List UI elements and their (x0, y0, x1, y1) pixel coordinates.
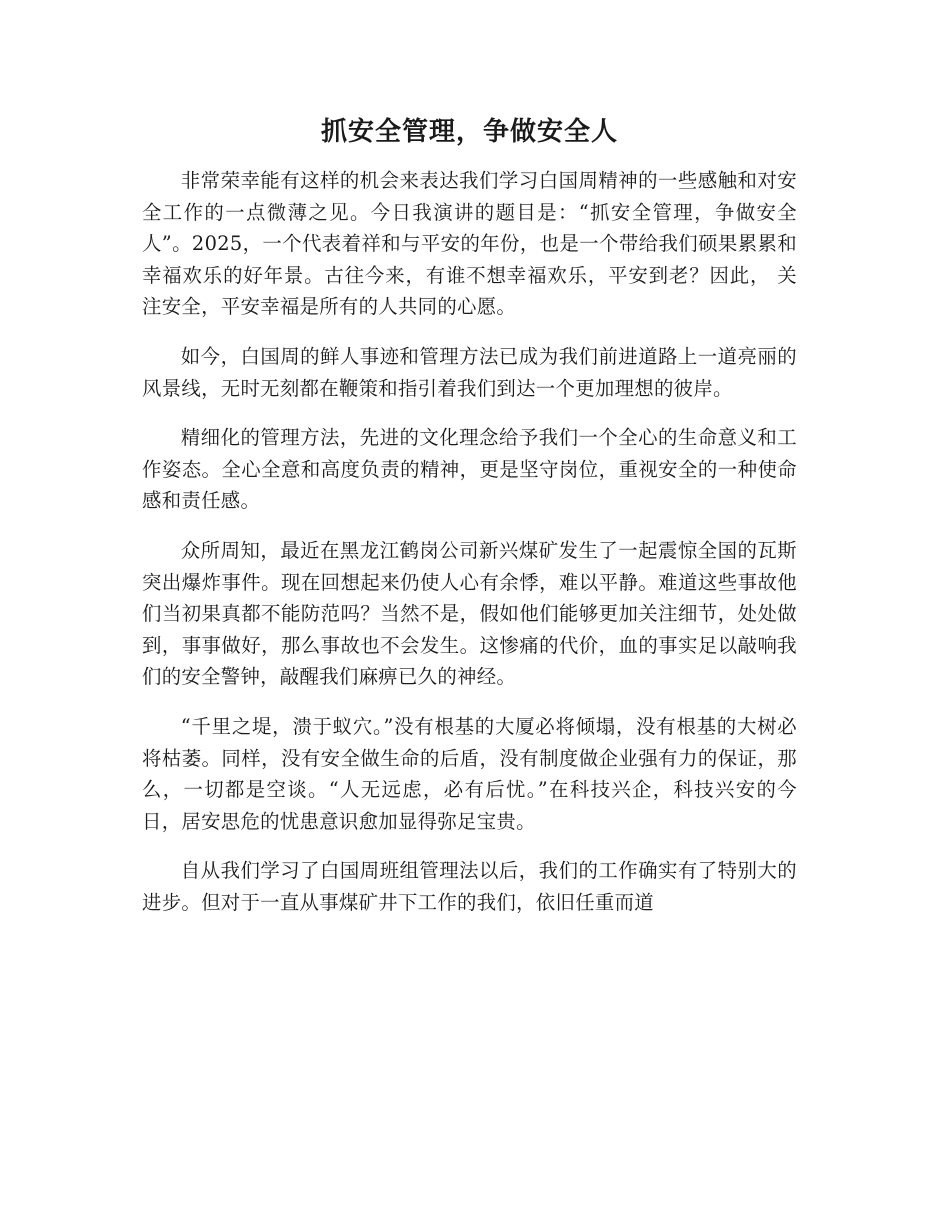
document-page (142, 108, 797, 936)
paragraph-3: 精细化的管理方法，先进的文化理念给予我们一个全心的生命意义和工作姿态。全心全意和高度负责的精神，更是坚守岗位，重视安全的一种使命感和责任感。 (142, 426, 797, 513)
paragraph-5: “千里之堤，溃于蚁穴。”没有根基的大厦必将倾塌，没有根基的大树必将枯萎。同样，没有安全做生命的后盾，没有制度做企业强有力的保证，那么，一切都是空谈。“人无远虑，必有后忧。”在科技兴企，科技兴安的今日，居安思危的忧患意识愈加显得弥足宝贵。 (142, 714, 797, 833)
paragraph-1: 非常荣幸能有这样的机会来表达我们学习白国周精神的一些感触和对安全工作的一点微薄之见。今日我演讲的题目是：“抓安全管理，争做安全人”。2025，一个代表着祥和与平安的年份，也是一个带给我们硕果累累和幸福欢乐的好年景。古往今来，有谁不想幸福欢乐，平安到老？因此， 关注安全，平安幸福是所有的人共同的心愿。 (142, 169, 797, 319)
paragraph-4: 众所周知，最近在黑龙江鹤岗公司新兴煤矿发生了一起震惊全国的瓦斯突出爆炸事件。现在回想起来仍使人心有余悸，难以平静。难道这些事故他们当初果真都不能防范吗？当然不是，假如他们能够更加关注细节，处处做到，事事做好，那么事故也不会发生。这惨痛的代价，血的事实足以敲响我们的安全警钟，敲醒我们麻痹已久的神经。 (142, 538, 797, 689)
paragraph-2: 如今，白国周的鲜人事迹和管理方法已成为我们前进道路上一道亮丽的风景线，无时无刻都在鞭策和指引着我们到达一个更加理想的彼岸。 (142, 344, 797, 400)
paragraph-6: 自从我们学习了白国周班组管理法以后，我们的工作确实有了特别大的进步。但对于一直从事煤矿井下工作的我们，依旧任重而道 (142, 859, 797, 914)
document-title: 抓安全管理，争做安全人 (320, 117, 618, 147)
